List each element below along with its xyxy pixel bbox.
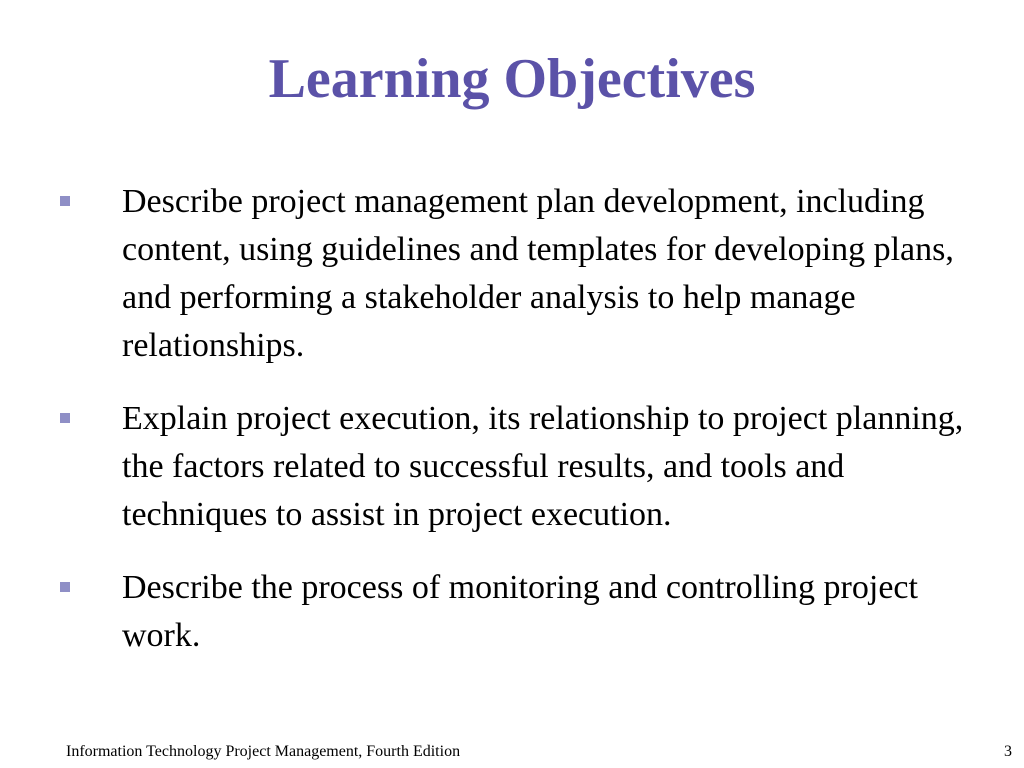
square-bullet-icon — [60, 413, 70, 423]
bullet-item — [56, 395, 986, 539]
bullet-item — [56, 178, 986, 370]
bullet-list — [56, 178, 986, 685]
bullet-text: Explain project execution, its relationship to project planning, the factors related to successful results, and tools and techniques to assist in project execution. — [122, 400, 964, 533]
bullet-text: Describe project management plan development, including content, using guidelines and templates for developing plans, and performing a stakeholder analysis to help manage relationships. — [122, 183, 954, 364]
page-number: 3 — [1004, 743, 1012, 760]
footer-text: Information Technology Project Management, Fourth Edition — [66, 743, 461, 760]
slide-title: Learning Objectives — [268, 48, 756, 110]
square-bullet-icon — [60, 196, 70, 206]
square-bullet-icon — [60, 582, 70, 592]
bullet-item — [56, 564, 986, 660]
bullet-text: Describe the process of monitoring and controlling project work. — [122, 569, 918, 654]
